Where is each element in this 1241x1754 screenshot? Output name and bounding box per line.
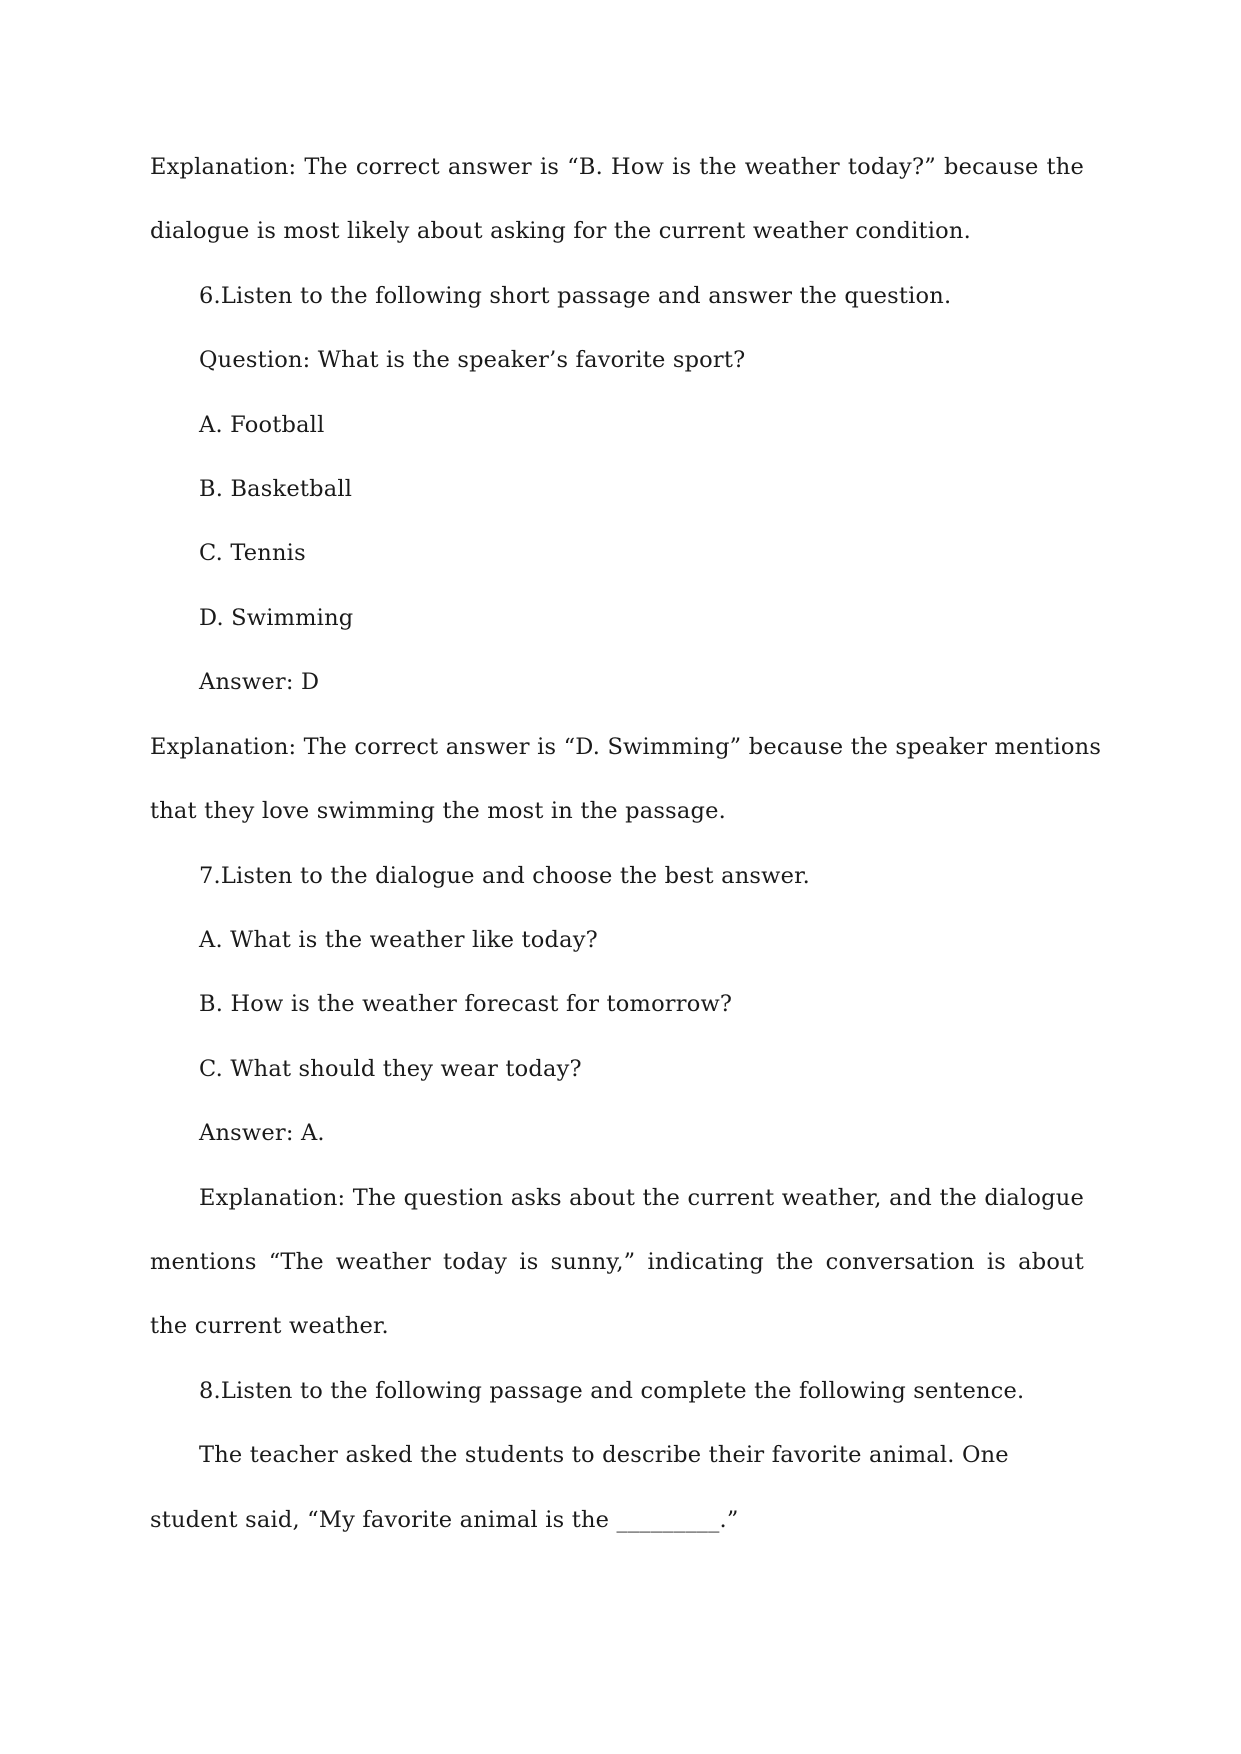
q6-question: Question: What is the speaker’s favorite sport?	[199, 347, 746, 373]
q8-passage-line-1: The teacher asked the students to describe their favorite animal. One	[199, 1442, 1009, 1468]
q7-explanation-line-2: mentions “The weather today is sunny,” indicating the conversation is about	[150, 1249, 1084, 1275]
q6-explanation-line-1: Explanation: The correct answer is “D. Swimming” because the speaker mentions	[150, 734, 1102, 760]
q6-option-a: A. Football	[199, 412, 325, 438]
q7-option-a: A. What is the weather like today?	[199, 927, 598, 953]
q6-option-d: D. Swimming	[199, 605, 354, 631]
q8-instruction: 8.Listen to the following passage and complete the following sentence.	[199, 1378, 1025, 1404]
q6-option-c: C. Tennis	[199, 540, 306, 566]
q7-answer: Answer: A.	[199, 1120, 325, 1146]
q7-option-b: B. How is the weather forecast for tomorrow?	[199, 991, 733, 1017]
q5-explanation-line-2: dialogue is most likely about asking for the current weather condition.	[150, 218, 971, 244]
q7-option-c: C. What should they wear today?	[199, 1056, 582, 1082]
q6-instruction: 6.Listen to the following short passage and answer the question.	[199, 283, 952, 309]
q8-passage-line-2: student said, “My favorite animal is the _________.”	[150, 1507, 739, 1533]
q7-explanation-line-3: the current weather.	[150, 1313, 389, 1339]
q6-explanation-line-2: that they love swimming the most in the passage.	[150, 798, 726, 824]
q7-explanation-line-1: Explanation: The question asks about the current weather, and the dialogue	[199, 1185, 1084, 1211]
q5-explanation-line-1: Explanation: The correct answer is “B. How is the weather today?” because the	[150, 154, 1084, 180]
q6-answer: Answer: D	[199, 669, 320, 695]
q7-instruction: 7.Listen to the dialogue and choose the best answer.	[199, 863, 810, 889]
q6-option-b: B. Basketball	[199, 476, 353, 502]
